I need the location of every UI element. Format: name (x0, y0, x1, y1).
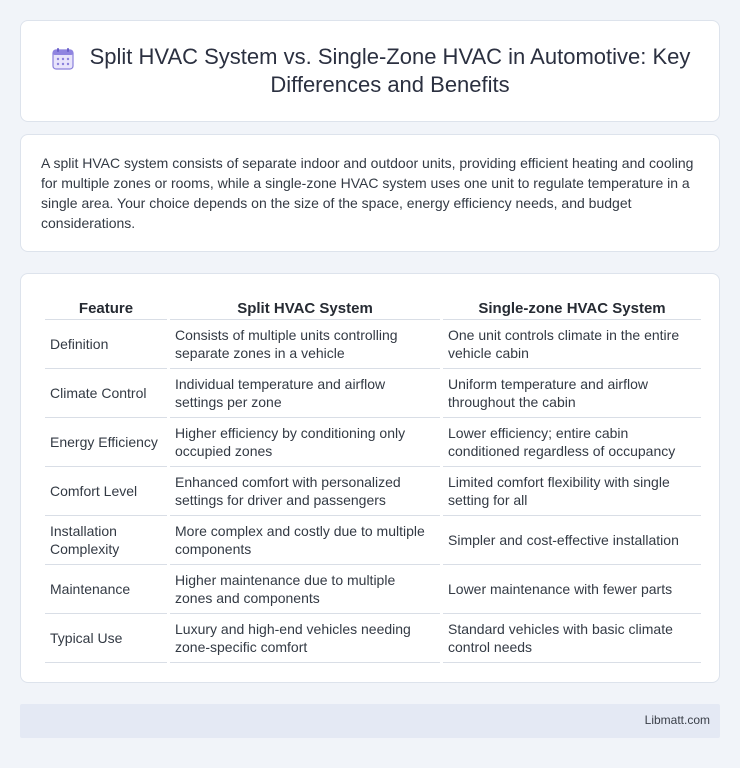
single-zone-cell: Limited comfort flexibility with single setting for all (443, 467, 701, 516)
feature-cell: Definition (45, 320, 167, 369)
header-single-zone-hvac: Single-zone HVAC System (443, 294, 701, 320)
table-row (45, 565, 701, 614)
table-row (45, 418, 701, 467)
split-cell: More complex and costly due to multiple components (170, 516, 440, 565)
split-cell: Higher maintenance due to multiple zones and components (170, 565, 440, 614)
table-header-row (45, 294, 701, 320)
table-row (45, 467, 701, 516)
single-zone-cell: Lower efficiency; entire cabin conditioned regardless of occupancy (443, 418, 701, 467)
single-zone-cell: Uniform temperature and airflow throughout the cabin (443, 369, 701, 418)
comparison-table (42, 294, 704, 663)
comparison-table-card (20, 273, 720, 683)
single-zone-cell: Standard vehicles with basic climate control needs (443, 614, 701, 663)
feature-cell: Comfort Level (45, 467, 167, 516)
table-row (45, 320, 701, 369)
table-row (45, 516, 701, 565)
split-cell: Individual temperature and airflow settings per zone (170, 369, 440, 418)
feature-cell: Typical Use (45, 614, 167, 663)
split-cell: Luxury and high-end vehicles needing zone-specific comfort (170, 614, 440, 663)
split-cell: Enhanced comfort with personalized settings for driver and passengers (170, 467, 440, 516)
header-feature: Feature (45, 294, 167, 320)
single-zone-cell: Simpler and cost-effective installation (443, 516, 701, 565)
header-split-hvac: Split HVAC System (170, 294, 440, 320)
feature-cell: Installation Complexity (45, 516, 167, 565)
feature-cell: Climate Control (45, 369, 167, 418)
title-wrap (21, 21, 719, 121)
page-title: Split HVAC System vs. Single-Zone HVAC in Automotive: Key Differences and Benefits (89, 44, 691, 97)
table-row (45, 614, 701, 663)
summary-paragraph: A split HVAC system consists of separate indoor and outdoor units, providing efficient heating and cooling for multiple zones or rooms, while a single-zone HVAC system uses one unit to regulate temperature in a single area. Your choice depends on the size of the space, energy efficiency needs, and budget considerations. (41, 155, 694, 231)
title-card (20, 20, 720, 122)
footer-bar (20, 704, 720, 738)
split-cell: Higher efficiency by conditioning only occupied zones (170, 418, 440, 467)
footer-brand-link[interactable]: Libmatt.com (644, 713, 710, 727)
single-zone-cell: Lower maintenance with fewer parts (443, 565, 701, 614)
single-zone-cell: One unit controls climate in the entire vehicle cabin (443, 320, 701, 369)
feature-cell: Maintenance (45, 565, 167, 614)
feature-cell: Energy Efficiency (45, 418, 167, 467)
summary-card (20, 134, 720, 252)
split-cell: Consists of multiple units controlling separate zones in a vehicle (170, 320, 440, 369)
table-row (45, 369, 701, 418)
